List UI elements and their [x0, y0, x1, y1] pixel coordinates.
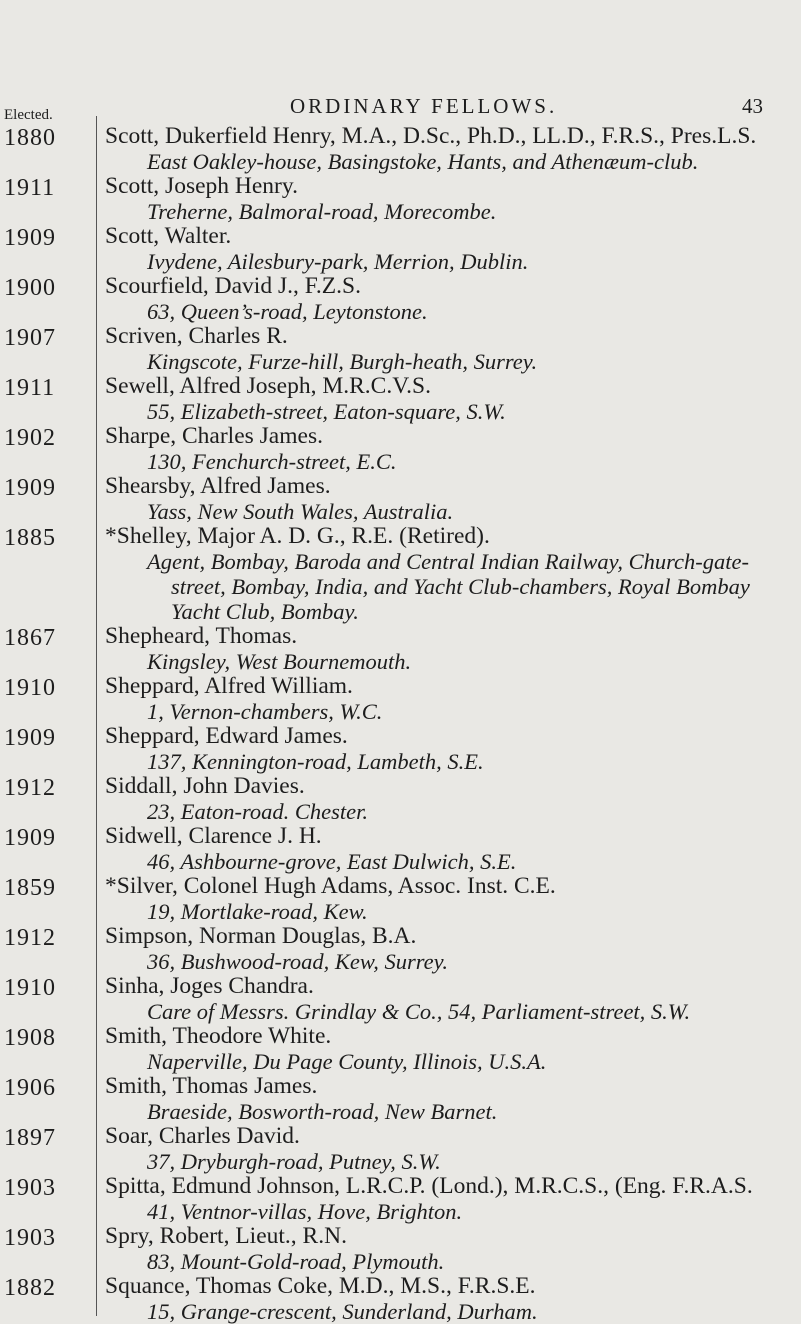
fellow-entry — [0, 274, 801, 324]
fellow-name: Sharpe, Charles James. — [105, 423, 323, 449]
fellow-address: Braeside, Bosworth-road, New Barnet. — [147, 1099, 498, 1124]
fellow-address: 130, Fenchurch-street, E.C. — [147, 449, 397, 474]
fellow-name: Sidwell, Clarence J. H. — [105, 823, 322, 849]
fellow-name: Sewell, Alfred Joseph, M.R.C.V.S. — [105, 373, 431, 399]
election-year: 1859 — [4, 875, 56, 901]
fellow-name: Shearsby, Alfred James. — [105, 473, 331, 499]
election-year: 1909 — [4, 825, 56, 851]
fellow-entry — [0, 474, 801, 524]
fellow-entry — [0, 624, 801, 674]
fellow-address: Care of Messrs. Grindlay & Co., 54, Parliament-street, S.W. — [147, 999, 691, 1024]
fellow-address: 19, Mortlake-road, Kew. — [147, 899, 368, 924]
election-year: 1911 — [4, 375, 56, 401]
fellow-entry — [0, 924, 801, 974]
running-head — [0, 80, 801, 123]
fellow-name: Spry, Robert, Lieut., R.N. — [105, 1223, 347, 1249]
election-year: 1910 — [4, 975, 56, 1001]
election-year: 1910 — [4, 675, 56, 701]
fellow-name: *Shelley, Major A. D. G., R.E. (Retired). — [105, 523, 490, 549]
elected-column-label: Elected. — [4, 107, 53, 123]
fellow-entry — [0, 1074, 801, 1124]
fellow-name: Shepheard, Thomas. — [105, 623, 298, 649]
fellow-name: Scourfield, David J., F.Z.S. — [105, 273, 361, 299]
fellow-entry — [0, 1224, 801, 1274]
fellow-name: Smith, Thomas James. — [105, 1073, 318, 1099]
election-year: 1897 — [4, 1125, 56, 1151]
fellow-entry — [0, 974, 801, 1024]
fellows-list — [0, 124, 801, 1324]
fellow-name: Scriven, Charles R. — [105, 323, 288, 349]
fellow-address: 137, Kennington-road, Lambeth, S.E. — [147, 749, 484, 774]
fellow-entry — [0, 224, 801, 274]
fellow-entry — [0, 324, 801, 374]
fellow-address: Kingsley, West Bournemouth. — [147, 649, 412, 674]
fellow-name: Scott, Joseph Henry. — [105, 173, 298, 199]
fellow-address: 55, Elizabeth-street, Eaton-square, S.W. — [147, 399, 506, 424]
fellow-address: Agent, Bombay, Baroda and Central Indian Railway, Church-gate-street, Bombay, India, and Yacht Club-chambers, Royal Bombay Yacht Club, Bombay. — [147, 549, 750, 624]
fellow-address: Yass, New South Wales, Australia. — [147, 499, 454, 524]
page-title: ORDINARY FELLOWS. — [290, 94, 558, 118]
election-year: 1912 — [4, 925, 56, 951]
election-year: 1909 — [4, 475, 56, 501]
election-year: 1909 — [4, 725, 56, 751]
election-year: 1867 — [4, 625, 56, 651]
fellow-entry — [0, 124, 801, 174]
fellow-entry — [0, 724, 801, 774]
election-year: 1907 — [4, 325, 56, 351]
fellow-name: Sinha, Joges Chandra. — [105, 973, 314, 999]
election-year: 1882 — [4, 1275, 56, 1301]
election-year: 1911 — [4, 175, 56, 201]
fellow-entry — [0, 1174, 801, 1224]
fellow-address: 63, Queen’s-road, Leytonstone. — [147, 299, 428, 324]
fellow-name: Smith, Theodore White. — [105, 1023, 332, 1049]
fellow-address: 83, Mount-Gold-road, Plymouth. — [147, 1249, 445, 1274]
fellow-address: 41, Ventnor-villas, Hove, Brighton. — [147, 1199, 463, 1224]
fellow-address: 15, Grange-crescent, Sunderland, Durham. — [147, 1299, 538, 1324]
fellow-address: 36, Bushwood-road, Kew, Surrey. — [147, 949, 449, 974]
election-year: 1903 — [4, 1225, 56, 1251]
election-year: 1909 — [4, 225, 56, 251]
fellow-entry — [0, 374, 801, 424]
fellow-name: Siddall, John Davies. — [105, 773, 305, 799]
fellow-name: Scott, Walter. — [105, 223, 232, 249]
election-year: 1885 — [4, 525, 56, 551]
fellow-address: Ivydene, Ailesbury-park, Merrion, Dublin. — [147, 249, 529, 274]
election-year: 1880 — [4, 125, 56, 151]
fellow-name: Spitta, Edmund Johnson, L.R.C.P. (Lond.), M.R.C.S., (Eng. F.R.A.S. — [105, 1173, 753, 1199]
fellow-entry — [0, 1124, 801, 1174]
fellow-entry — [0, 1024, 801, 1074]
fellow-name: Soar, Charles David. — [105, 1123, 300, 1149]
fellow-address: Treherne, Balmoral-road, Morecombe. — [147, 199, 497, 224]
fellow-entry — [0, 824, 801, 874]
fellow-address: Naperville, Du Page County, Illinois, U.S.A. — [147, 1049, 547, 1074]
fellow-name: Scott, Dukerfield Henry, M.A., D.Sc., Ph.D., LL.D., F.R.S., Pres.L.S. — [105, 123, 757, 149]
fellow-address: 1, Vernon-chambers, W.C. — [147, 699, 383, 724]
fellow-entry — [0, 1274, 801, 1324]
fellow-entry — [0, 674, 801, 724]
fellow-address: 46, Ashbourne-grove, East Dulwich, S.E. — [147, 849, 517, 874]
election-year: 1900 — [4, 275, 56, 301]
fellow-entry — [0, 424, 801, 474]
fellow-name: Squance, Thomas Coke, M.D., M.S., F.R.S.E. — [105, 1273, 536, 1299]
fellow-address: East Oakley-house, Basingstoke, Hants, and Athenæum-club. — [147, 149, 699, 174]
fellow-name: Simpson, Norman Douglas, B.A. — [105, 923, 417, 949]
fellow-name: *Silver, Colonel Hugh Adams, Assoc. Inst. C.E. — [105, 873, 556, 899]
election-year: 1908 — [4, 1025, 56, 1051]
fellow-address: 23, Eaton-road. Chester. — [147, 799, 369, 824]
fellow-name: Sheppard, Edward James. — [105, 723, 348, 749]
election-year: 1903 — [4, 1175, 56, 1201]
election-year: 1902 — [4, 425, 56, 451]
election-year: 1912 — [4, 775, 56, 801]
fellow-entry — [0, 774, 801, 824]
fellow-name: Sheppard, Alfred William. — [105, 673, 353, 699]
fellow-address: Kingscote, Furze-hill, Burgh-heath, Surrey. — [147, 349, 538, 374]
election-year: 1906 — [4, 1075, 56, 1101]
page-number: 43 — [742, 94, 763, 118]
fellow-entry — [0, 174, 801, 224]
fellow-address: 37, Dryburgh-road, Putney, S.W. — [147, 1149, 441, 1174]
fellow-entry — [0, 874, 801, 924]
fellow-entry — [0, 524, 801, 624]
